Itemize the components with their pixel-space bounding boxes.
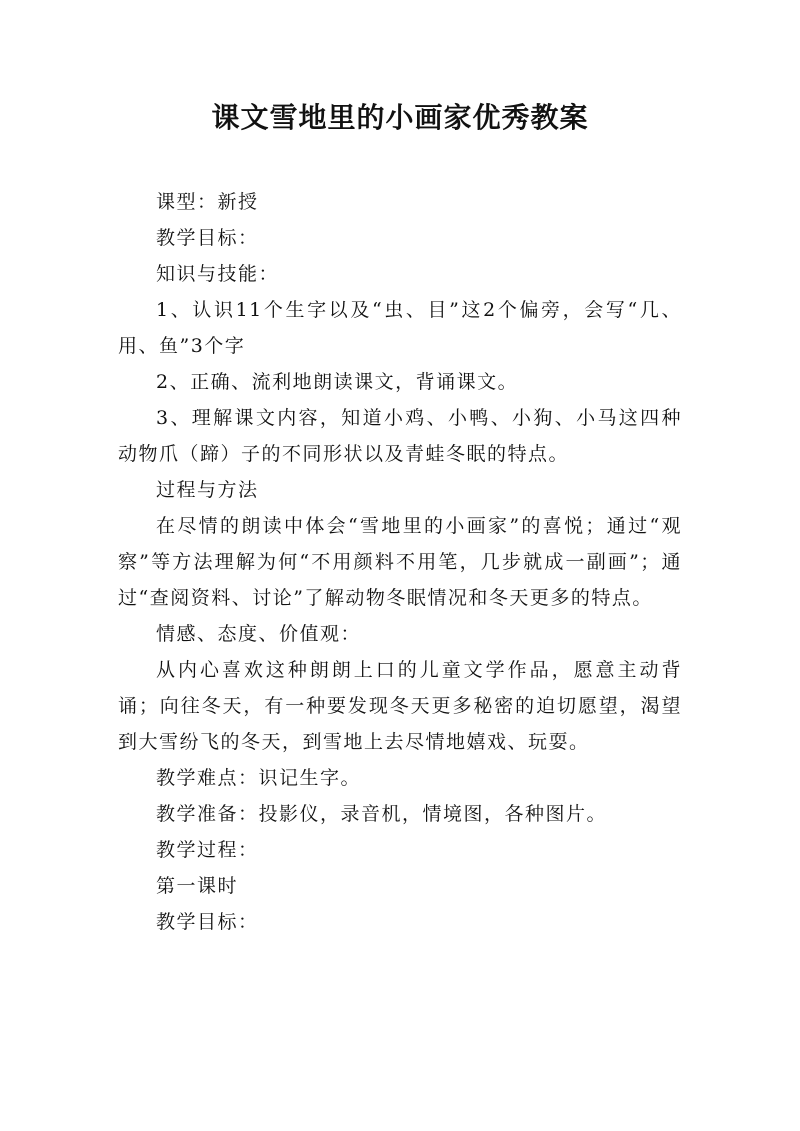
paragraph-first-lesson: 第一课时 xyxy=(156,875,239,897)
document-title: 课文雪地里的小画家优秀教案 xyxy=(211,101,589,134)
paragraph-teaching-process: 教学过程： xyxy=(156,839,259,861)
paragraph-emotion-values: 情感、态度、价值观： xyxy=(156,623,362,645)
paragraph-emotion-detail: 从内心喜欢这种朗朗上口的儿童文学作品，愿意主动背诵；向往冬天，有一种要发现冬天更多秘密的迫切愿望，渴望到大雪纷飞的冬天，到雪地上去尽情地嬉戏、玩耍。 xyxy=(118,659,682,753)
document-body xyxy=(118,184,682,940)
paragraph-knowledge-skills: 知识与技能： xyxy=(156,263,280,285)
paragraph-goal-3: 3、理解课文内容，知道小鸡、小鸭、小狗、小马这四种动物爪（蹄）子的不同形状以及青蛙冬眠的特点。 xyxy=(118,407,682,465)
paragraph-goal-1: 1、认识11个生字以及“虫、目”这2个偏旁，会写“几、用、鱼”3个字 xyxy=(118,299,682,357)
paragraph-teaching-goals-2: 教学目标： xyxy=(156,911,259,933)
paragraph-goal-2: 2、正确、流利地朗读课文，背诵课文。 xyxy=(156,371,519,393)
paragraph-difficulty: 教学难点：识记生字。 xyxy=(156,767,362,789)
paragraph-teaching-goals: 教学目标： xyxy=(156,227,259,249)
paragraph-preparation: 教学准备：投影仪，录音机，情境图，各种图片。 xyxy=(156,803,608,825)
paragraph-process-detail: 在尽情的朗读中体会“雪地里的小画家”的喜悦；通过“观察”等方法理解为何“不用颜料不用笔，几步就成一副画”；通过“查阅资料、讨论”了解动物冬眠情况和冬天更多的特点。 xyxy=(118,515,682,609)
paragraph-process-methods: 过程与方法 xyxy=(156,479,259,501)
paragraph-lesson-type: 课型：新授 xyxy=(156,191,259,213)
